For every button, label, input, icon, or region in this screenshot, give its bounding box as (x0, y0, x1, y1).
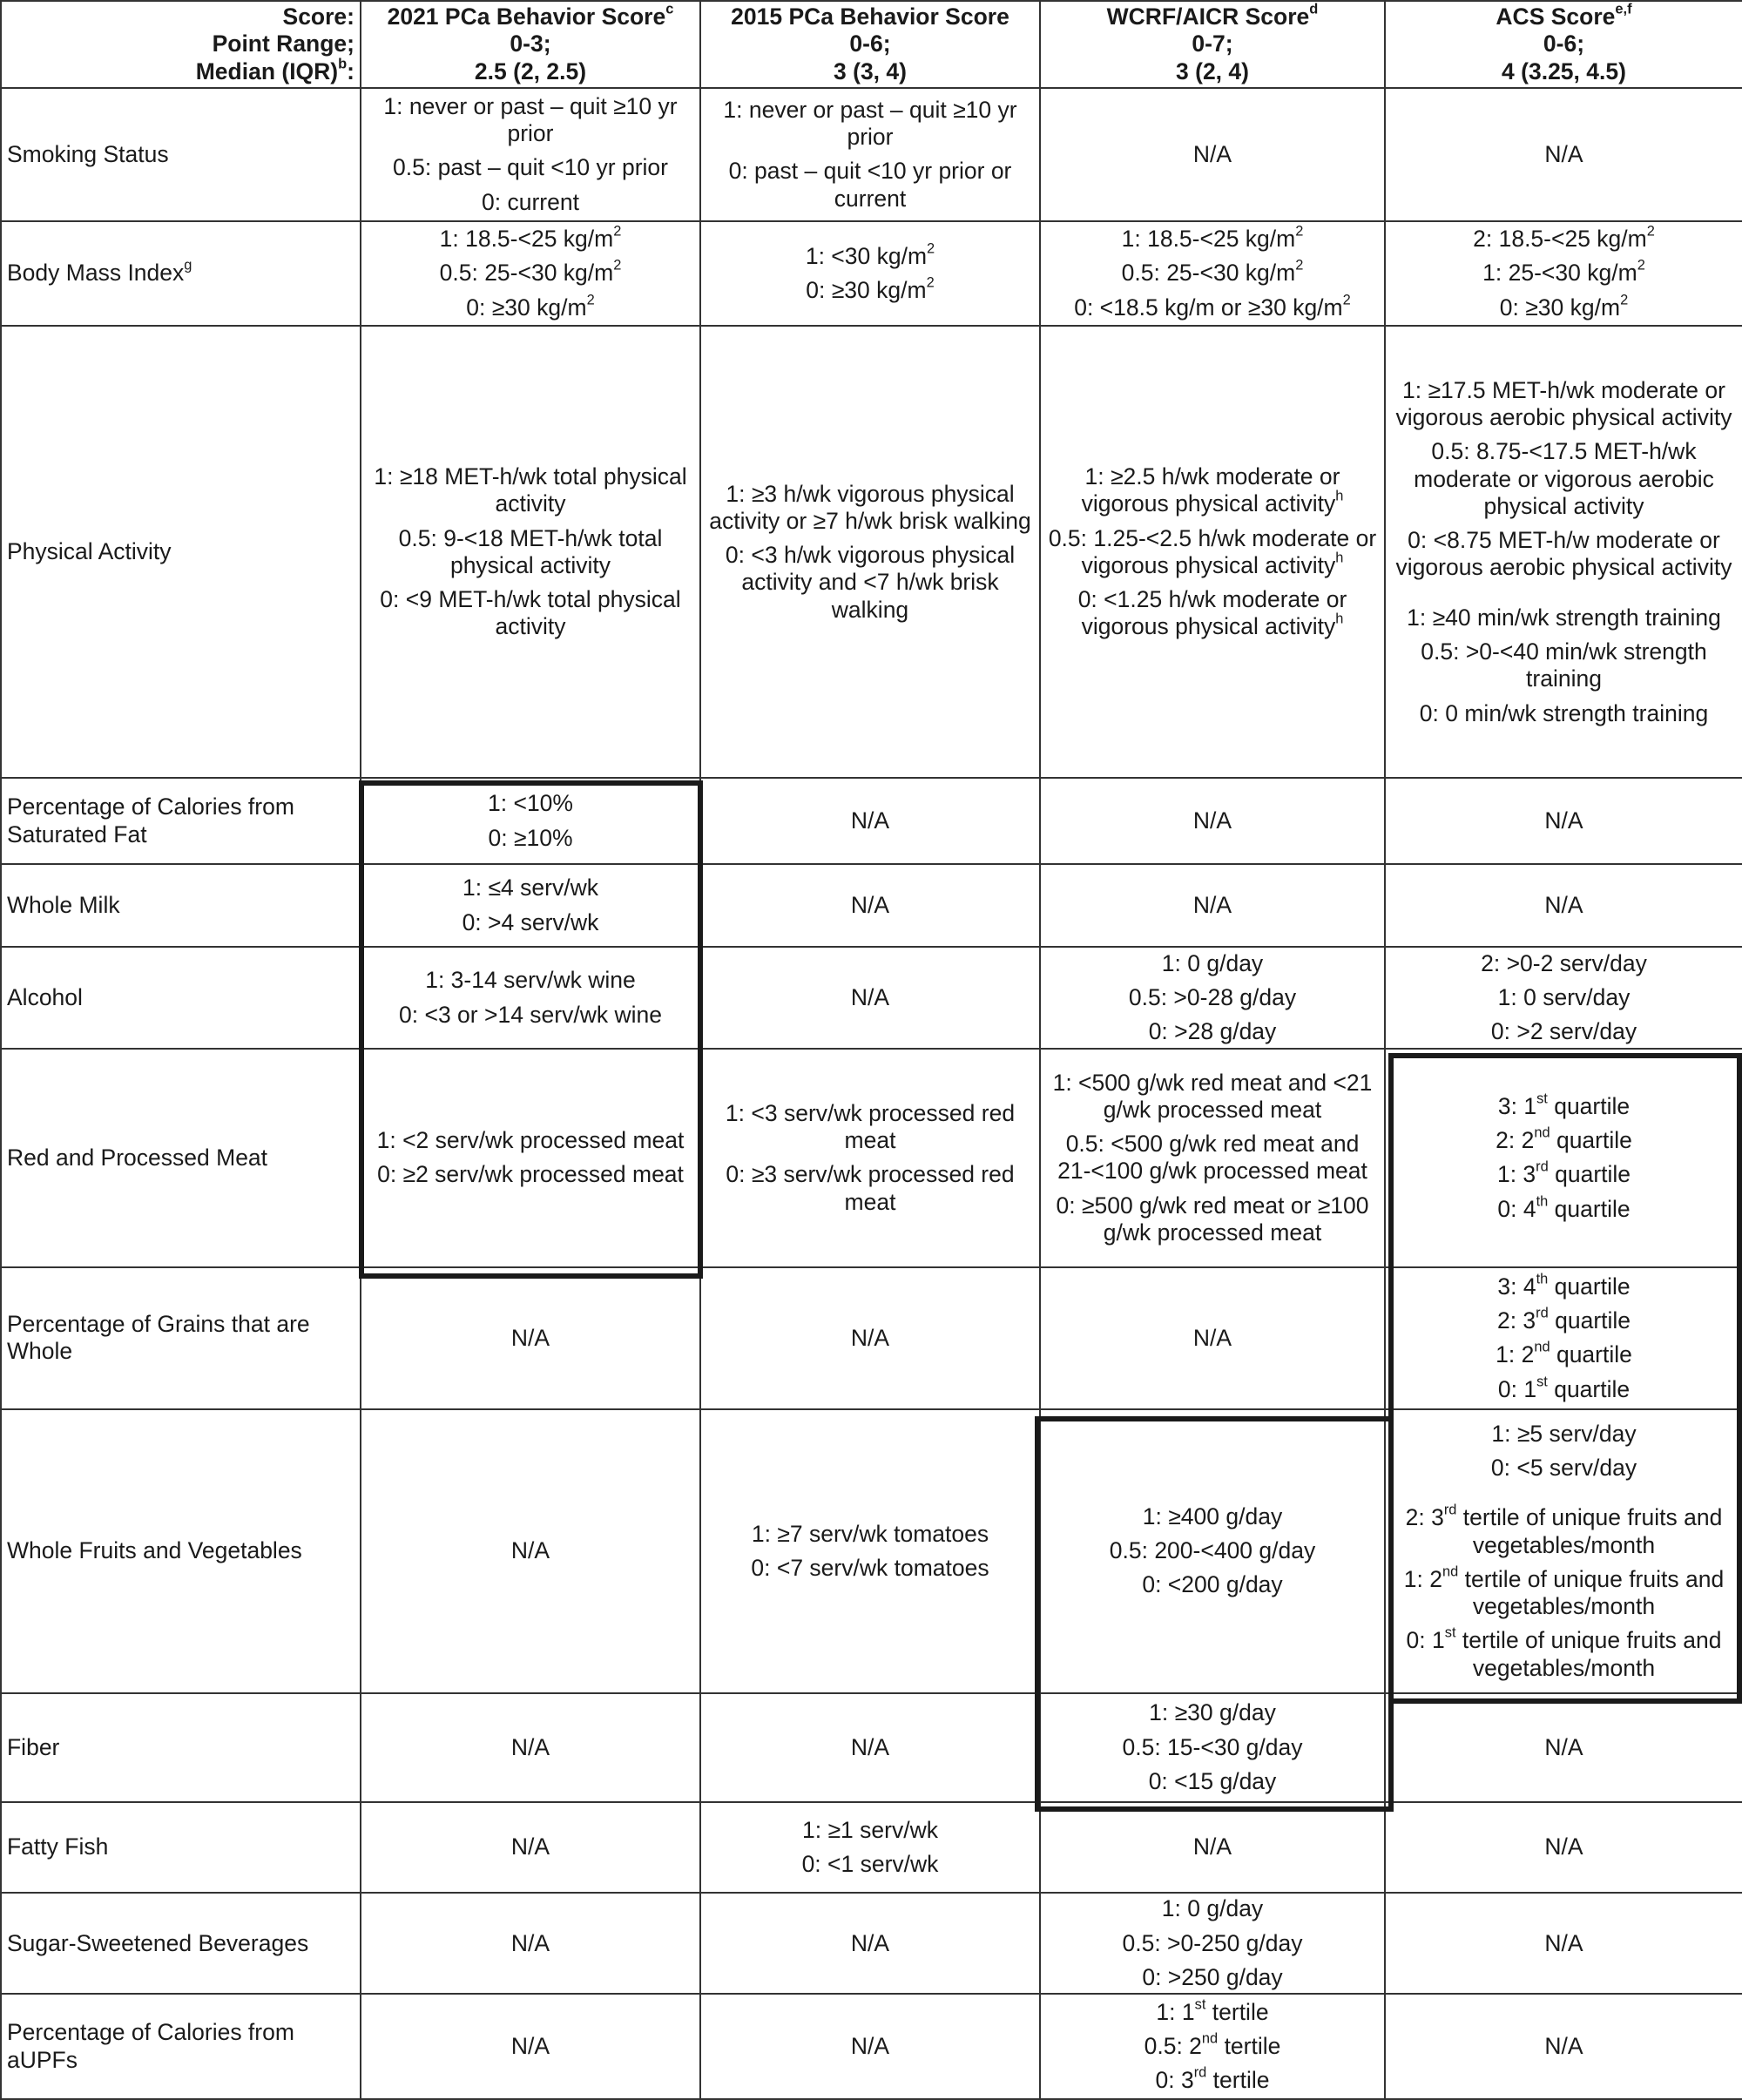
criterion-line: 1: <500 g/wk red meat and <21 g/wk processed meat (1052, 1069, 1373, 1123)
criterion-line: 1: ≥2.5 h/wk moderate or vigorous physical activity$^h$ (1081, 463, 1344, 517)
row-label: Physical Activity (1, 326, 361, 778)
column-median: 3 (2, 4) (1176, 57, 1249, 84)
criterion-line: 1: ≥30 g/day (1149, 1699, 1276, 1726)
criterion-line: 0: ≥2 serv/wk processed meat (377, 1161, 684, 1188)
cell-col-2021 (361, 1893, 700, 1994)
table-row (1, 1409, 1742, 1693)
cell-col-2021 (361, 1802, 700, 1893)
cell-col-wcrf (1040, 1893, 1385, 1994)
cell-col-2021 (361, 1693, 700, 1802)
cell-col-2015 (700, 1409, 1040, 1693)
table-row (1, 221, 1742, 327)
criterion-line: 1: ≥18 MET-h/wk total physical activity (374, 463, 687, 517)
row-label: Smoking Status (1, 88, 361, 221)
table-row (1, 88, 1742, 221)
header-col-2015 (700, 1, 1040, 88)
cell-col-wcrf (1040, 1802, 1385, 1893)
criterion-line: N/A (1192, 807, 1232, 834)
criterion-line: 1: ≥7 serv/wk tomatoes (751, 1520, 989, 1547)
header-col-acs (1385, 1, 1742, 88)
criterion-line: N/A (850, 2033, 890, 2060)
table-row (1, 1049, 1742, 1267)
column-median: 3 (3, 4) (834, 57, 907, 84)
criterion-line: N/A (850, 1324, 890, 1351)
criterion-line: 1: 1st tertile (1156, 1996, 1269, 2025)
criterion-line: 0: <3 or >14 serv/wk wine (399, 1001, 662, 1028)
criterion-line: 0: ≥500 g/wk red meat or ≥100 g/wk processed meat (1056, 1192, 1369, 1246)
table-body (1, 88, 1742, 2099)
criterion-line: N/A (510, 1324, 550, 1351)
row-label: Red and Processed Meat (1, 1049, 361, 1267)
criterion-line: 2: 2nd quartile (1496, 1124, 1632, 1154)
criterion-line: 1: 3-14 serv/wk wine (425, 967, 636, 994)
criterion-line: 0: >28 g/day (1148, 1018, 1277, 1045)
criterion-line: 1: never or past – quit ≥10 yr prior (723, 96, 1017, 151)
criterion-line: 0: 1st quartile (1497, 1374, 1631, 1402)
criterion-line: 0: >250 g/day (1142, 1963, 1283, 1990)
criterion-line: 1: ≥40 min/wk strength training (1407, 604, 1721, 631)
criterion-line: 0: <15 g/day (1148, 1767, 1277, 1794)
cell-col-2021 (361, 947, 700, 1049)
criterion-line: N/A (1544, 891, 1583, 918)
criterion-line: 0.5: <500 g/wk red meat and 21-<100 g/wk processed meat (1057, 1131, 1367, 1185)
cell-col-acs (1385, 778, 1742, 863)
criterion-line: N/A (1544, 1733, 1583, 1760)
criterion-line: N/A (510, 2033, 550, 2060)
cell-col-2021 (361, 864, 700, 947)
cell-col-acs (1385, 326, 1742, 778)
table-row (1, 778, 1742, 863)
criterion-line: 0: <1 serv/wk (801, 1850, 939, 1877)
column-range: 0-6; (849, 30, 891, 57)
criterion-line: 0: <200 g/day (1142, 1571, 1283, 1598)
criterion-line: 1: <3 serv/wk processed red meat (725, 1099, 1016, 1154)
criterion-line: 1: 2nd quartile (1496, 1339, 1632, 1368)
column-title: 2021 PCa Behavior Score$^c$ (387, 1, 674, 30)
criterion-line: N/A (510, 1929, 550, 1956)
criterion-line: 0.5: 15-<30 g/day (1122, 1733, 1303, 1760)
criterion-line: 0: 3rd tertile (1155, 2065, 1270, 2094)
criterion-line: N/A (1192, 1324, 1232, 1351)
header-col-wcrf (1040, 1, 1385, 88)
criterion-line: 0: ≥30 $kg/m^2$ (806, 274, 935, 303)
criterion-line: 1: ≥17.5 MET-h/wk moderate or vigorous aerobic physical activity (1395, 376, 1732, 431)
row-label: Percentage of Calories from Saturated Fat (1, 778, 361, 863)
criterion-line: 0: <7 serv/wk tomatoes (751, 1554, 989, 1581)
criterion-line: 0: <1.25 h/wk moderate or vigorous physical activity$^h$ (1077, 586, 1347, 640)
criterion-line: 0.5: >0-<40 min/wk strength training (1421, 638, 1707, 692)
row-label: Whole Fruits and Vegetables (1, 1409, 361, 1693)
table-row (1, 864, 1742, 947)
row-label: Percentage of Grains that are Whole (1, 1267, 361, 1409)
cell-col-2021 (361, 221, 700, 327)
criterion-line: 0: <3 h/wk vigorous physical activity and <7 h/wk brisk walking (725, 542, 1016, 623)
header-label-cell (1, 1, 361, 88)
table-row (1, 1267, 1742, 1409)
criterion-line: 0: current (482, 188, 579, 215)
criterion-line: 0.5: 2nd tertile (1144, 2030, 1281, 2060)
cell-col-2021 (361, 1049, 700, 1267)
row-label: Body Mass Index$^g$ (1, 221, 361, 327)
criterion-line: N/A (1192, 891, 1232, 918)
row-label: Alcohol (1, 947, 361, 1049)
criterion-line: 3: 1st quartile (1497, 1091, 1631, 1119)
cell-col-2021 (361, 1994, 700, 2099)
table-row (1, 326, 1742, 778)
criterion-line: 1: 18.5-<25 $kg/m^2$ (1121, 223, 1304, 253)
criterion-line: 3: 4th quartile (1497, 1271, 1631, 1300)
table-row (1, 1893, 1742, 1994)
column-median: 4 (3.25, 4.5) (1502, 57, 1626, 84)
cell-col-wcrf (1040, 1267, 1385, 1409)
row-label: Percentage of Calories from aUPFs (1, 1994, 361, 2099)
cell-col-2021 (361, 1267, 700, 1409)
cell-col-2021 (361, 88, 700, 221)
criterion-line: 1: 2nd tertile of unique fruits and vegetables/month (1403, 1563, 1725, 1620)
criterion-line: N/A (1544, 140, 1583, 167)
cell-col-wcrf (1040, 1693, 1385, 1802)
cell-col-2021 (361, 326, 700, 778)
criterion-line: N/A (850, 891, 890, 918)
criterion-line: 0: >4 serv/wk (462, 908, 599, 935)
criterion-line: 0: ≥30 $kg/m^2$ (1499, 292, 1629, 321)
criterion-line: 0: 4th quartile (1497, 1193, 1631, 1222)
criterion-line: N/A (1192, 1833, 1232, 1860)
row-label: Fiber (1, 1693, 361, 1802)
header-row (1, 1, 1742, 88)
cell-col-2015 (700, 864, 1040, 947)
criterion-line: 0: <8.75 MET-h/w moderate or vigorous aerobic physical activity (1395, 527, 1732, 581)
criterion-line: 1: <30 $kg/m^2$ (805, 240, 935, 269)
criterion-line: 0.5: 25-<30 $kg/m^2$ (1121, 257, 1304, 287)
cell-col-2015 (700, 1994, 1040, 2099)
criterion-line: 1: 0 serv/day (1497, 983, 1631, 1010)
criterion-line: 0.5: 200-<400 g/day (1109, 1537, 1316, 1564)
cell-col-wcrf (1040, 1994, 1385, 2099)
column-median: 2.5 (2, 2.5) (474, 57, 587, 84)
criterion-line: 1: 25-<30 $kg/m^2$ (1482, 257, 1645, 287)
cell-col-2015 (700, 1267, 1040, 1409)
criterion-line: 0: 0 min/wk strength training (1419, 699, 1709, 726)
cell-col-2015 (700, 1049, 1040, 1267)
cell-col-wcrf (1040, 778, 1385, 863)
cell-col-2015 (700, 88, 1040, 221)
cell-col-acs (1385, 1893, 1742, 1994)
criterion-line: 0: <5 serv/day (1490, 1455, 1637, 1482)
criterion-line: 0: 1st tertile of unique fruits and vegetables/month (1406, 1625, 1722, 1681)
column-range: 0-6; (1543, 30, 1585, 57)
criterion-line: 2: 3rd quartile (1496, 1305, 1631, 1334)
cell-col-acs (1385, 88, 1742, 221)
criterion-line: 1: ≥400 g/day (1142, 1502, 1283, 1529)
header-col-2021 (361, 1, 700, 88)
criterion-line: N/A (850, 1733, 890, 1760)
cell-col-acs (1385, 947, 1742, 1049)
criterion-line: N/A (510, 1833, 550, 1860)
cell-col-wcrf (1040, 1049, 1385, 1267)
cell-col-acs (1385, 1267, 1742, 1409)
cell-col-wcrf (1040, 326, 1385, 778)
cell-col-wcrf (1040, 88, 1385, 221)
header-label-line: Median (IQR)$^b$: (195, 56, 354, 84)
criterion-line: 2: >0-2 serv/day (1481, 949, 1647, 976)
cell-col-2015 (700, 326, 1040, 778)
table-row (1, 1802, 1742, 1893)
criterion-line: 1: never or past – quit ≥10 yr prior (383, 92, 678, 147)
criterion-line: 1: ≤4 serv/wk (463, 874, 598, 901)
criterion-line: 0.5: 8.75-<17.5 MET-h/wk moderate or vigorous aerobic physical activity (1414, 438, 1714, 519)
header-label-line: Score: (282, 3, 354, 30)
criterion-line: 0: ≥30 $kg/m^2$ (466, 292, 595, 321)
cell-col-acs (1385, 864, 1742, 947)
criterion-line: 0: past – quit <10 yr prior or current (728, 158, 1012, 212)
criterion-line: 0: ≥10% (488, 824, 573, 851)
cell-col-2021 (361, 778, 700, 863)
criterion-line: N/A (1192, 140, 1232, 167)
row-label: Fatty Fish (1, 1802, 361, 1893)
criterion-line: 0.5: 9-<18 MET-h/wk total physical activity (398, 524, 663, 578)
criterion-line: N/A (1544, 1833, 1583, 1860)
cell-col-acs (1385, 1049, 1742, 1267)
column-title: WCRF/AICR Score$^d$ (1106, 1, 1319, 30)
cell-col-2015 (700, 1802, 1040, 1893)
table-row (1, 947, 1742, 1049)
row-label: Whole Milk (1, 864, 361, 947)
cell-col-2015 (700, 221, 1040, 327)
row-label: Sugar-Sweetened Beverages (1, 1893, 361, 1994)
criterion-line: N/A (850, 1929, 890, 1956)
cell-col-2015 (700, 1893, 1040, 1994)
cell-col-acs (1385, 1994, 1742, 2099)
criterion-line: N/A (1544, 807, 1583, 834)
cell-col-wcrf (1040, 221, 1385, 327)
criterion-line: 0.5: 25-<30 $kg/m^2$ (439, 257, 622, 287)
criterion-line: 2: 18.5-<25 $kg/m^2$ (1473, 223, 1655, 253)
criterion-line: N/A (510, 1537, 550, 1564)
criterion-line: 1: <10% (488, 790, 573, 817)
cell-col-2015 (700, 1693, 1040, 1802)
criterion-line: 0.5: >0-250 g/day (1122, 1929, 1303, 1956)
table-row (1, 1693, 1742, 1802)
criterion-line: N/A (1544, 2033, 1583, 2060)
criterion-line: 0: <9 MET-h/wk total physical activity (380, 586, 681, 640)
criterion-line: N/A (1544, 1929, 1583, 1956)
criterion-line: 1: <2 serv/wk processed meat (376, 1127, 685, 1154)
criterion-line: 0: >2 serv/day (1490, 1018, 1637, 1045)
cell-col-2015 (700, 947, 1040, 1049)
cell-col-wcrf (1040, 864, 1385, 947)
criterion-line: 0.5: >0-28 g/day (1128, 983, 1297, 1010)
criterion-line: 1: 18.5-<25 $kg/m^2$ (439, 223, 622, 253)
cell-col-wcrf (1040, 947, 1385, 1049)
cell-col-wcrf (1040, 1409, 1385, 1693)
criterion-line: 1: 0 g/day (1161, 949, 1264, 976)
criterion-line: 1: 3rd quartile (1496, 1159, 1631, 1188)
criterion-line: 1: 0 g/day (1161, 1895, 1264, 1922)
criterion-line: 1: ≥3 h/wk vigorous physical activity or ≥7 h/wk brisk walking (709, 480, 1031, 534)
criterion-line: 2: 3rd tertile of unique fruits and vegetables/month (1405, 1502, 1723, 1558)
criterion-line: 0: ≥3 serv/wk processed red meat (726, 1161, 1015, 1215)
criterion-line: 1: ≥5 serv/day (1491, 1420, 1637, 1447)
cell-col-acs (1385, 221, 1742, 327)
column-title: 2015 PCa Behavior Score (731, 3, 1009, 30)
criterion-line: N/A (850, 807, 890, 834)
header-label-line: Point Range; (212, 30, 354, 57)
criterion-line: 1: ≥1 serv/wk (802, 1816, 938, 1843)
criterion-line: 0.5: 1.25-<2.5 h/wk moderate or vigorous physical activity$^h$ (1048, 524, 1377, 578)
cell-col-acs (1385, 1802, 1742, 1893)
table-row (1, 1994, 1742, 2099)
criterion-line: 0: <18.5 kg/m or ≥30 $kg/m^2$ (1074, 292, 1351, 321)
cell-col-acs (1385, 1693, 1742, 1802)
cell-col-acs (1385, 1409, 1742, 1693)
column-range: 0-7; (1192, 30, 1233, 57)
criterion-line: N/A (510, 1733, 550, 1760)
cell-col-2015 (700, 778, 1040, 863)
criterion-line: N/A (850, 983, 890, 1010)
column-title: ACS Score$^{e,f}$ (1496, 1, 1632, 30)
column-range: 0-3; (510, 30, 551, 57)
cell-col-2021 (361, 1409, 700, 1693)
criterion-line: 0.5: past – quit <10 yr prior (393, 154, 668, 181)
